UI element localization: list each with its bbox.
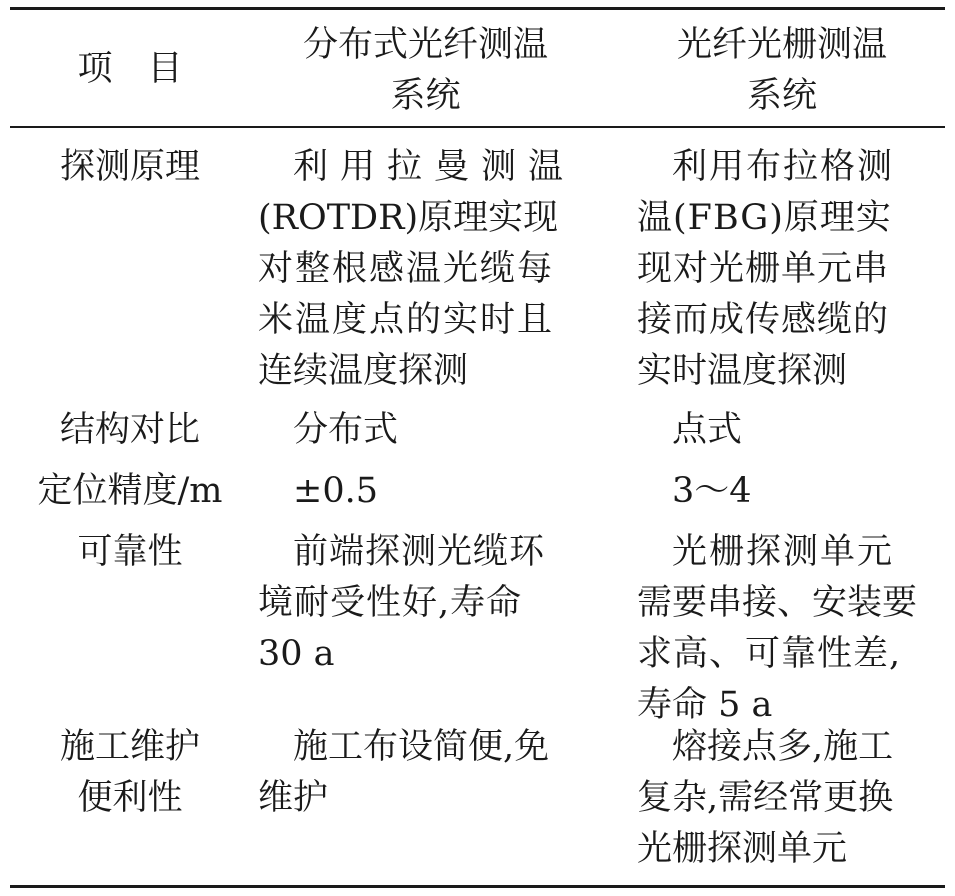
row-maintenance-fbg: 熔接点多,施工 复杂,需经常更换 光栅探测单元 [637, 727, 894, 869]
row-reliability-fbg: 光栅探测单元 需要串接、安装要 求高、可靠性差, 寿命 5 a [637, 532, 918, 725]
table-top-rule [10, 7, 945, 10]
header-fbg-system: 光纤光栅测温 系统 [676, 25, 887, 116]
row-positioning-accuracy-fbg: 3～4 [672, 471, 752, 511]
table-bottom-rule [10, 885, 945, 888]
row-maintenance-distributed: 施工布设简便,免 维护 [258, 727, 550, 818]
row-maintenance-item: 施工维护 便利性 [59, 727, 200, 818]
row-structure-fbg: 点式 [672, 410, 743, 450]
table-header-rule [10, 126, 945, 128]
row-reliability-distributed: 前端探测光缆环 境耐受性好,寿命 30 a [258, 532, 546, 674]
row-detection-principle-item: 探测原理 [59, 147, 200, 187]
row-structure-item: 结构对比 [59, 410, 200, 450]
row-detection-principle-distributed: 利用拉曼测温 (ROTDR)原理实现 对整根感温光缆每 米温度点的实时且 连续温度探测 [258, 147, 576, 391]
row-reliability-item: 可靠性 [77, 532, 183, 572]
row-structure-distributed: 分布式 [293, 410, 399, 450]
row-positioning-accuracy-distributed: ±0.5 [293, 471, 378, 511]
row-positioning-accuracy-item: 定位精度/m [37, 471, 223, 511]
header-item: 项 目 [77, 49, 183, 89]
header-distributed-system: 分布式光纤测温 系统 [302, 25, 548, 116]
row-detection-principle-fbg: 利用布拉格测 温(FBG)原理实 现对光栅单元串 接而成传感缆的 实时温度探测 [637, 147, 895, 391]
